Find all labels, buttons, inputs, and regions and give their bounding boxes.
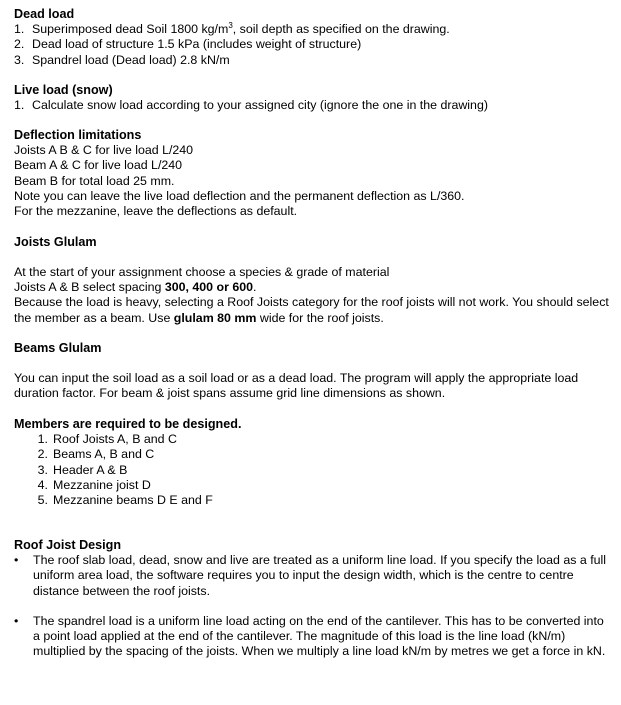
- members-heading: Members are required to be designed.: [14, 417, 242, 431]
- roof-joist-bullet: • The spandrel load is a uniform line load acting on the end of the cantilever. This has to be converted into a point load applied at the end of the cantilever. The magnitude of this load is the line load (kN/m) multiplied by the spacing of the joists. When we multiply a line load kN/m by metres we get a force in kN.: [14, 613, 606, 659]
- deflection-line: Beam B for total load 25 mm.: [14, 173, 175, 188]
- members-item: 2. Beams A, B and C: [37, 447, 155, 462]
- bullet-icon: •: [14, 613, 19, 628]
- roof-joist-heading: Roof Joist Design: [14, 538, 122, 552]
- joists-body: [14, 265, 613, 326]
- members-item: 3. Header A & B: [37, 462, 128, 477]
- joists-line-2: Joists A & B select spacing 300, 400 or 600.: [14, 280, 257, 295]
- live-load-section: [14, 83, 613, 113]
- beams-section: [14, 341, 613, 356]
- beams-heading: Beams Glulam: [14, 341, 102, 355]
- deflection-line: Beam A & C for live load L/240: [14, 158, 183, 173]
- beams-body: [14, 371, 613, 401]
- joists-section: [14, 235, 613, 250]
- joists-heading: Joists Glulam: [14, 235, 97, 249]
- members-item: 4. Mezzanine joist D: [37, 477, 151, 492]
- deflection-section: [14, 128, 613, 219]
- bullet-icon: •: [14, 553, 19, 568]
- joists-line-1: At the start of your assignment choose a species & grade of material: [14, 265, 390, 279]
- deflection-line: Joists A B & C for live load L/240: [14, 143, 194, 158]
- deflection-heading: Deflection limitations: [14, 128, 142, 142]
- dead-load-item-1: 1. Superimposed dead Soil 1800 $kg/m^3$, soil depth as specified on the drawing.: [14, 21, 450, 37]
- dead-load-heading: Dead load: [14, 7, 75, 21]
- dead-load-item-2: 2. Dead load of structure 1.5 kPa (includes weight of structure): [14, 37, 362, 52]
- dead-load-item-3: 3. Spandrel load (Dead load) 2.8 kN/m: [14, 52, 230, 67]
- members-item: 5. Mezzanine beams D E and F: [37, 493, 213, 508]
- deflection-line: For the mezzanine, leave the deflections as default.: [14, 204, 298, 219]
- roof-joist-section: [14, 538, 613, 659]
- dead-load-section: [14, 7, 613, 68]
- members-section: [14, 417, 613, 508]
- members-item: 1. Roof Joists A, B and C: [37, 432, 177, 447]
- roof-joist-bullet: • The roof slab load, dead, snow and live are treated as a uniform line load. If you specify the load as a full uniform area load, the software requires you to input the design width, which is the centre to centre distance between the roof joists.: [14, 553, 607, 598]
- beams-paragraph: You can input the soil load as a soil load or as a dead load. The program will apply the appropriate load duration factor. For beam & joist spans assume grid line dimensions as shown.: [14, 371, 579, 401]
- joists-paragraph: Because the load is heavy, selecting a Roof Joists category for the roof joists will not work. You should select the member as a beam. Use glulam 80 mm wide for the roof joists.: [14, 295, 609, 325]
- live-load-heading: Live load (snow): [14, 83, 113, 97]
- live-load-item-1: 1. Calculate snow load according to your assigned city (ignore the one in the drawing): [14, 98, 488, 113]
- deflection-line: Note you can leave the live load deflection and the permanent deflection as L/360.: [14, 188, 465, 203]
